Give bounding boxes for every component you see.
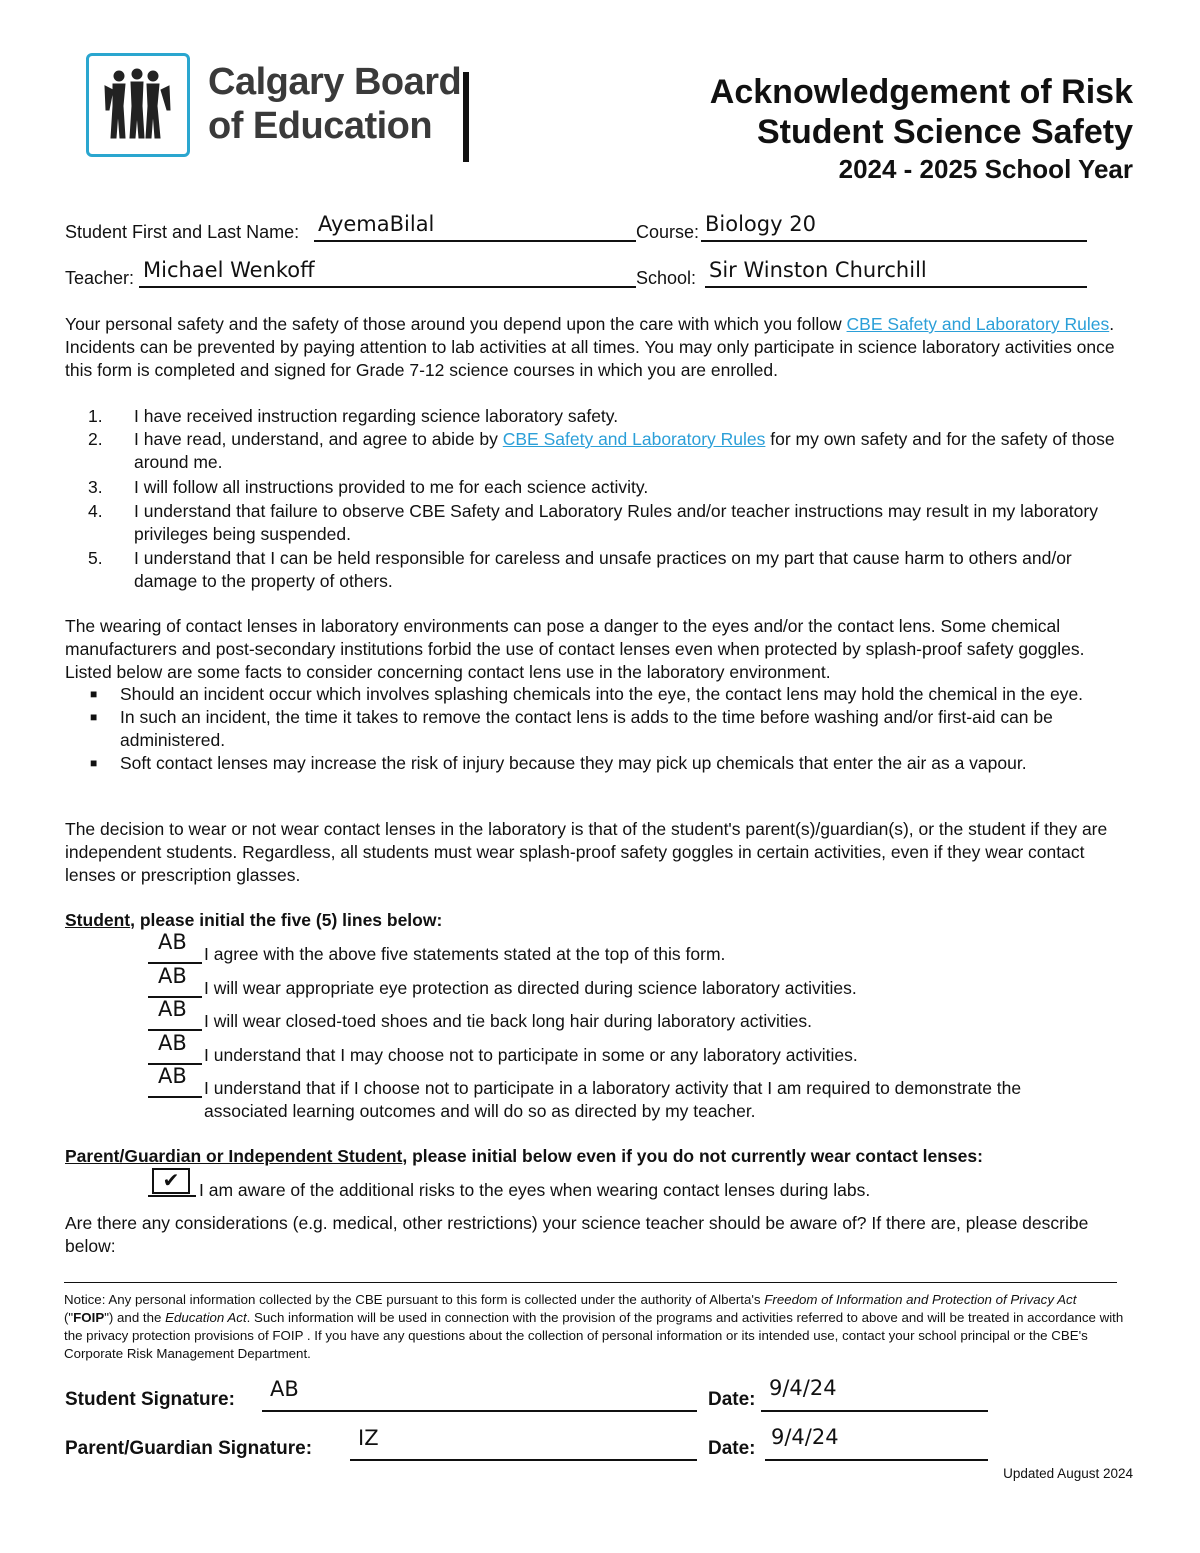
parent-initials-heading (65, 1145, 1135, 1168)
org-line-2: of Education (208, 105, 433, 147)
contacts-intro: The wearing of contact lenses in laboratory environments can pose a danger to the eyes and/or the contact lens. Some chemical manufacturers and post-secondary institutions forbid the use of contact lenses even when protected by splash-proof safety goggles. Listed below are some facts to consider concerning contact lens use in the laboratory environment. (65, 616, 1085, 682)
school-label: School: (636, 268, 697, 288)
initials-value[interactable]: AB (158, 930, 187, 954)
initial-statement: I understand that if I choose not to participate in a laboratory activity that I am required to demonstrate the associated learning outcomes and will do so as directed by my teacher. (204, 1078, 1022, 1121)
parent-date-value[interactable]: 9/4/24 (771, 1425, 839, 1449)
bullet-icon: ■ (90, 756, 98, 770)
notice-text: . Such information will be used in connection with the provision of the programs and activities referred to above and will be treated in accordance with the privacy protection provisions of FOIP . If you have any questions about the collection of personal information or its intended use, contact your school principal or the CBE's Corporate Risk Management Department. (64, 1310, 1124, 1361)
notice-act-name: Freedom of Information and Protection of Privacy Act (764, 1292, 1077, 1307)
form-subtitle: Student Science Safety (756, 113, 1133, 151)
statement-text (134, 428, 1128, 474)
bullet-icon: ■ (90, 710, 98, 724)
statement-text: I have received instruction regarding science laboratory safety. (134, 406, 619, 426)
people-figures-icon (89, 56, 187, 154)
statement-text: I will follow all instructions provided to me for each science activity. (134, 477, 649, 497)
initials-value[interactable]: AB (158, 964, 187, 988)
bullet-item (90, 706, 1090, 752)
notice-text: ") and the (104, 1310, 166, 1325)
initials-value[interactable]: AB (158, 1031, 187, 1055)
check-icon: ✔ (162, 1170, 180, 1192)
student-name-line (314, 240, 636, 242)
heading-rest: , please initial the five (5) lines below: (130, 910, 443, 930)
header-divider (463, 72, 469, 162)
heading-underlined: Parent/Guardian or Independent Student (65, 1146, 403, 1166)
statement-item (88, 500, 1128, 546)
bullet-item (90, 683, 1090, 706)
parent-date-line (765, 1459, 988, 1461)
teacher-line (139, 286, 636, 288)
bullet-item (90, 752, 1090, 775)
form-title: Acknowledgement of Risk (709, 73, 1133, 111)
bullet-text: Soft contact lenses may increase the risk of injury because they may pick up chemicals that enter the air as a vapour. (120, 753, 1027, 773)
statement-number: 1. (88, 406, 103, 426)
heading-rest: , please initial below even if you do not currently wear contact lenses: (402, 1146, 983, 1166)
checkbox-line (148, 1195, 196, 1197)
safety-rules-link-2[interactable]: CBE Safety and Laboratory Rules (502, 429, 766, 449)
student-date-line (761, 1410, 988, 1412)
school-value[interactable]: Sir Winston Churchill (709, 258, 927, 282)
safety-rules-link[interactable]: CBE Safety and Laboratory Rules (846, 314, 1110, 334)
statement-text: I understand that I can be held responsible for careless and unsafe practices on my part that cause harm to others and/or damage to the property of others. (134, 548, 1072, 591)
contact-lens-statement: I am aware of the additional risks to the eyes when wearing contact lenses during labs. (199, 1180, 871, 1200)
parent-signature-line (350, 1459, 697, 1461)
initial-statement: I understand that I may choose not to participate in some or any laboratory activities. (204, 1045, 858, 1065)
parent-date-label: Date: (708, 1438, 756, 1459)
statement-item (88, 547, 1128, 593)
statement-number: 3. (88, 477, 103, 497)
notice-text: Notice: Any personal information collected by the CBE pursuant to this form is collected under the authority of Alberta's (64, 1292, 765, 1307)
notice-text: (" (64, 1310, 74, 1325)
initials-line (148, 1096, 202, 1098)
statement-item (88, 476, 1128, 499)
cbe-logo-mark (86, 53, 190, 157)
student-date-label: Date: (708, 1389, 756, 1410)
contacts-decision: The decision to wear or not wear contact lenses in the laboratory is that of the student's parent(s)/guardian(s), or the student if they are independent students. Regardless, all students must wear splash-proof safety goggles in certain activities, even if they wear contact lenses or prescription glasses. (65, 819, 1108, 885)
teacher-label: Teacher: (65, 268, 135, 288)
bullet-icon: ■ (90, 687, 98, 701)
organization-name (208, 60, 461, 148)
statements-list (88, 405, 1128, 593)
initial-statement: I agree with the above five statements stated at the top of this form. (204, 944, 726, 964)
initial-statement: I will wear appropriate eye protection as directed during science laboratory activities. (204, 978, 857, 998)
intro-text-2: . Incidents can be prevented by paying attention to lab activities at all times. You may only participate in science laboratory activities once this form is completed and signed for Grade 7-12 science courses in which you are enrolled. (65, 314, 1115, 380)
course-value[interactable]: Biology 20 (705, 212, 816, 236)
school-year: 2024 - 2025 School Year (838, 154, 1133, 184)
statement-number: 2. (88, 429, 103, 449)
student-name-value[interactable]: AyemaBilal (318, 212, 435, 236)
statement-item (88, 428, 1128, 474)
bullet-text: Should an incident occur which involves splashing chemicals into the eye, the contact lens may hold the chemical in the eye. (120, 684, 1084, 704)
statement-text-part: for my own safety and for the safety of those around me. (134, 429, 1115, 472)
student-name-label: Student First and Last Name: (65, 222, 300, 242)
student-signature-line (262, 1410, 697, 1412)
course-line (701, 240, 1087, 242)
student-signature-label: Student Signature: (65, 1389, 235, 1410)
heading-underlined: Student (65, 910, 131, 930)
parent-signature-value[interactable]: IZ (358, 1426, 379, 1450)
initials-value[interactable]: AB (158, 997, 187, 1021)
statement-number: 4. (88, 501, 103, 521)
statement-text: I understand that failure to observe CBE Safety and Laboratory Rules and/or teacher instructions may result in my laboratory privileges being suspended. (134, 501, 1098, 544)
student-date-value[interactable]: 9/4/24 (769, 1376, 837, 1400)
statement-item (88, 405, 1128, 428)
teacher-value[interactable]: Michael Wenkoff (143, 258, 315, 282)
parent-signature-label: Parent/Guardian Signature: (65, 1438, 313, 1459)
statement-number: 5. (88, 548, 103, 568)
contact-lens-checkbox[interactable] (152, 1168, 190, 1194)
student-initials-heading (65, 909, 1135, 932)
updated-date: Updated August 2024 (1003, 1466, 1133, 1481)
initial-statement: I will wear closed-toed shoes and tie back long hair during laboratory activities. (204, 1011, 812, 1031)
contacts-bullets (90, 683, 1090, 775)
statement-text-part: I have read, understand, and agree to abide by (134, 429, 503, 449)
intro-text-1: Your personal safety and the safety of those around you depend upon the care with which you follow (65, 314, 847, 334)
considerations-prompt: Are there any considerations (e.g. medical, other restrictions) your science teacher should be aware of? If there are, please describe below: (65, 1213, 1089, 1256)
considerations-line[interactable] (64, 1282, 1117, 1283)
notice-foip: FOIP (73, 1310, 105, 1325)
course-label: Course: (636, 222, 700, 242)
org-line-1: Calgary Board (208, 61, 462, 103)
privacy-notice (64, 1291, 1124, 1363)
bullet-text: In such an incident, the time it takes to remove the contact lens is adds to the time before washing and/or first-aid can be administered. (120, 707, 1053, 750)
school-line (705, 286, 1087, 288)
initials-value[interactable]: AB (158, 1064, 187, 1088)
intro-paragraph (65, 313, 1135, 382)
notice-act-name: Education Act (165, 1310, 247, 1325)
student-signature-value[interactable]: AB (270, 1377, 299, 1401)
